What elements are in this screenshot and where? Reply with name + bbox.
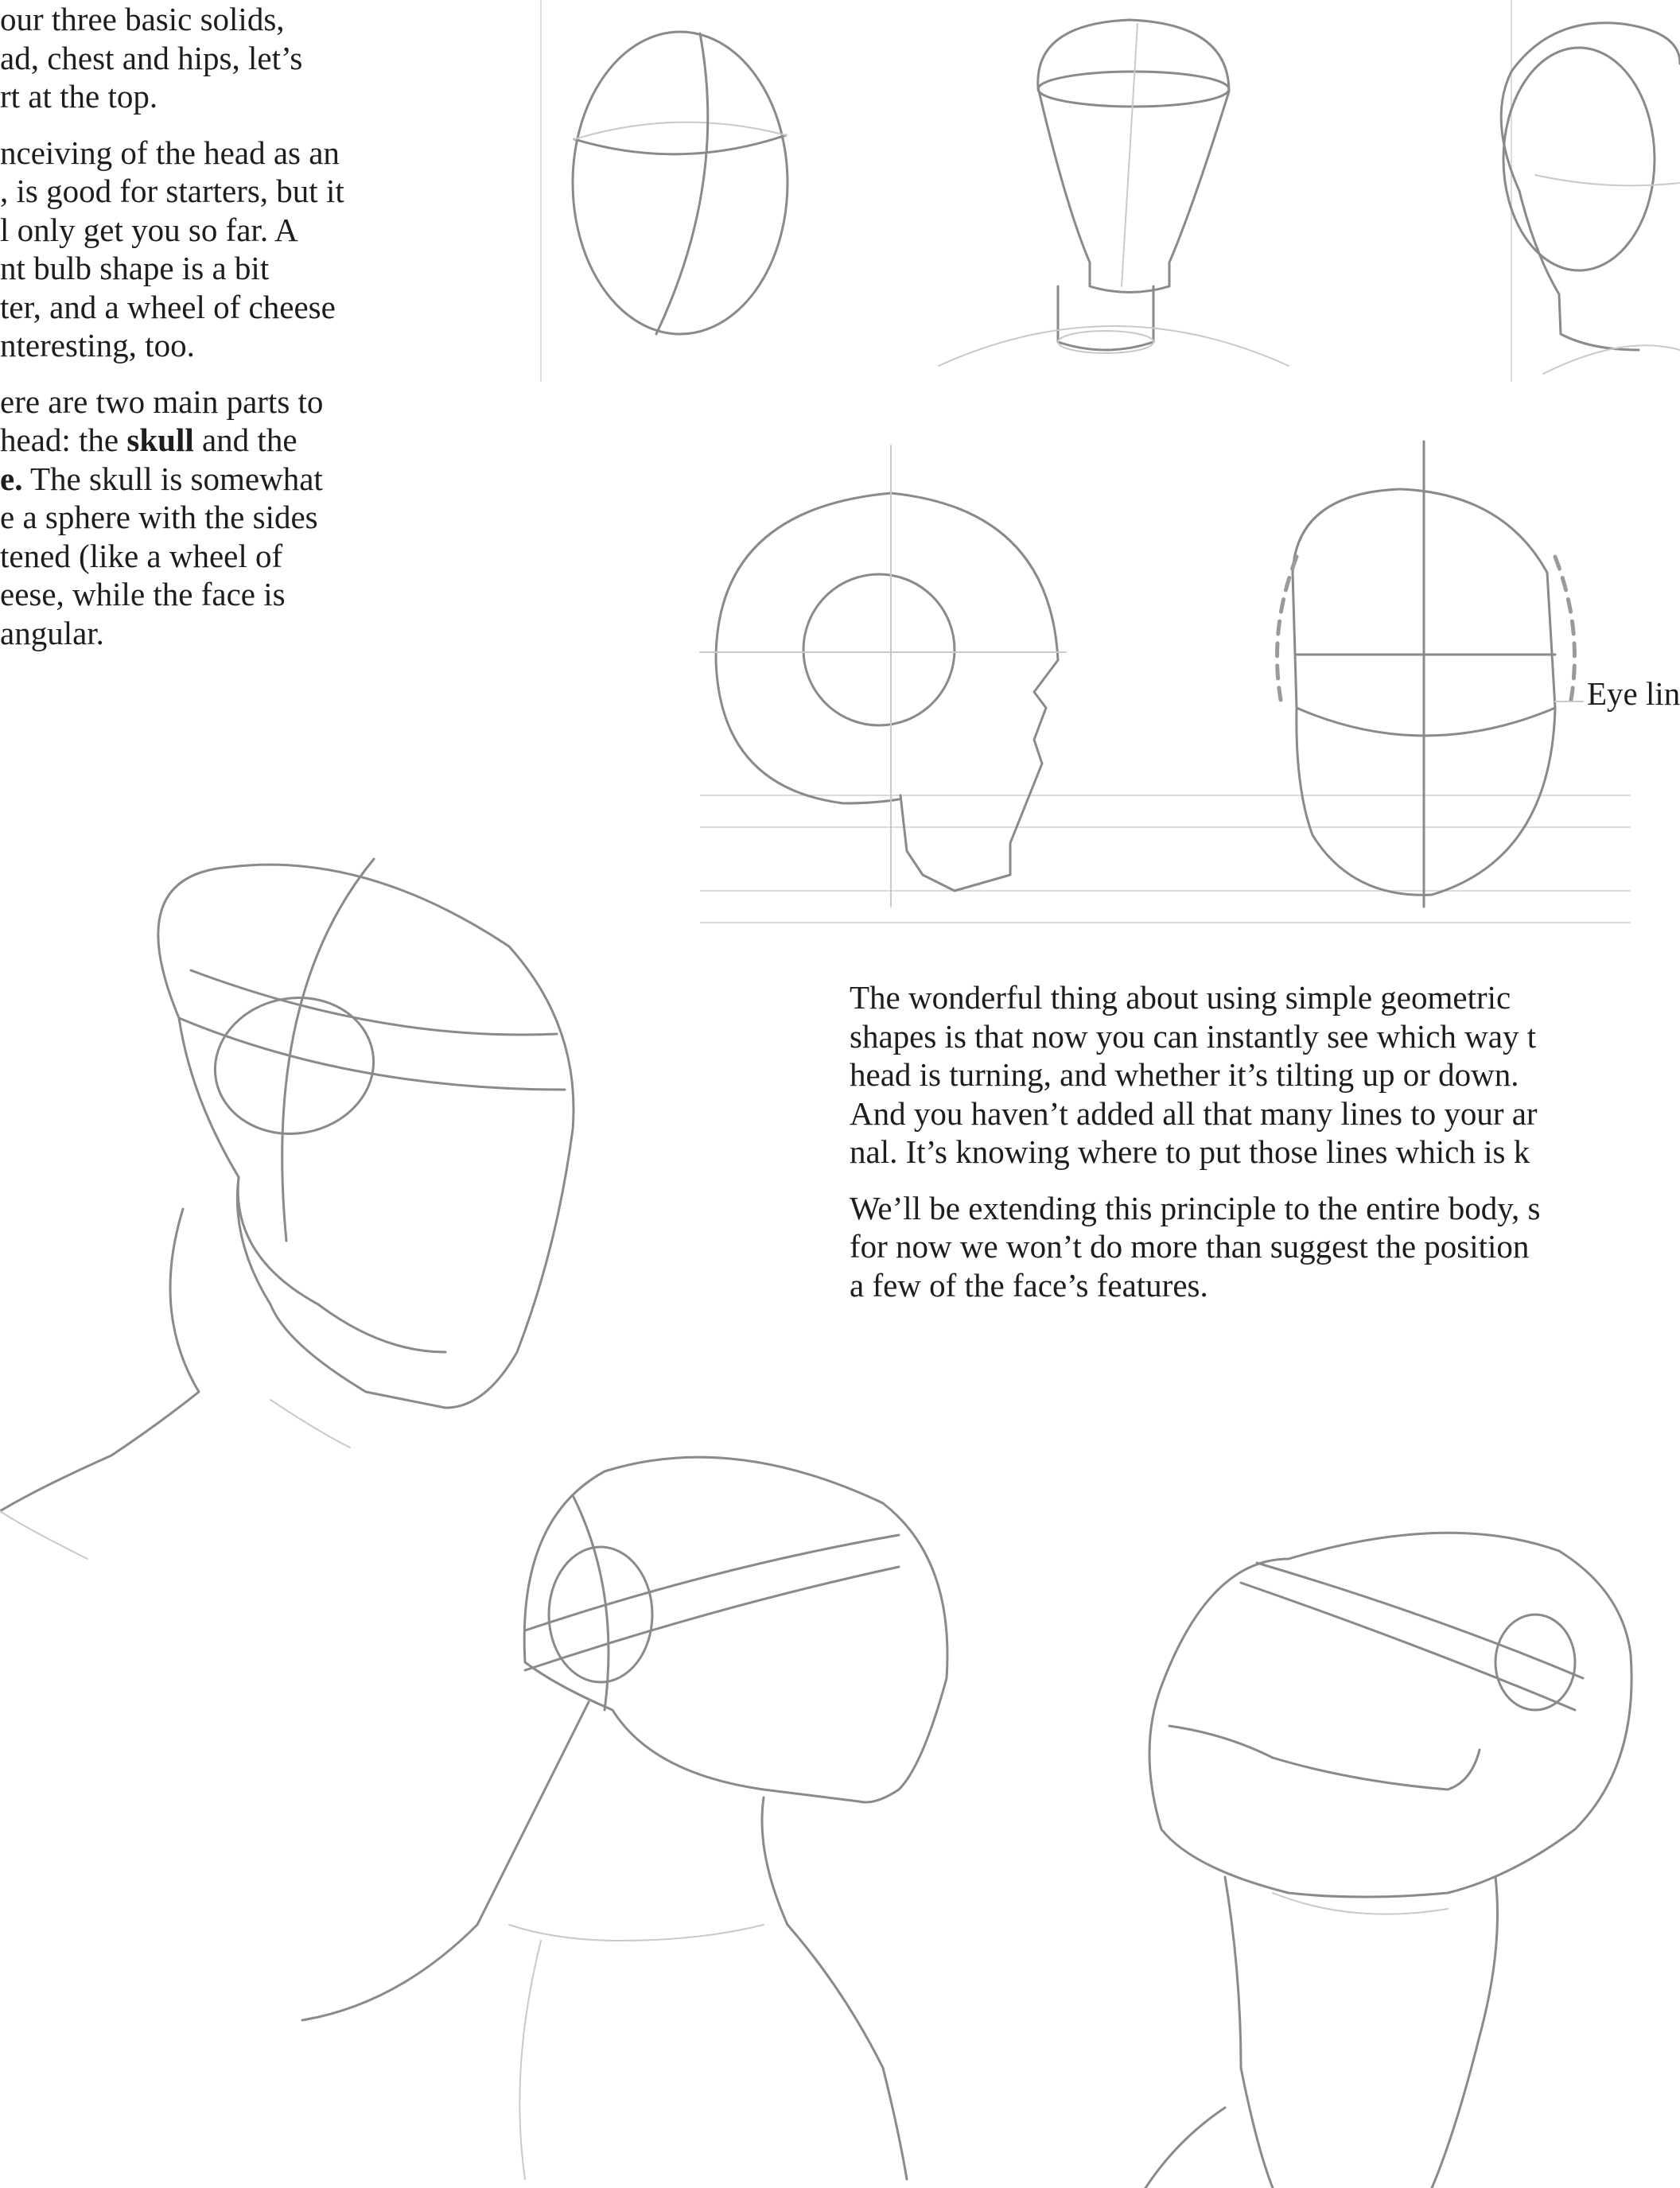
intro-text-column [0,0,445,670]
intro-paragraph-2: nceiving of the head as an , is good for starters, but it l only get you so far. A nt bulb shape is a bit ter, and a wheel of cheese nteresting, too. [0,134,344,363]
bottom-center-head-sketch [302,1457,947,2179]
intro-paragraph-3-part-c: The skull is somewhat e a sphere with the sides tened (like a wheel of eese, while the face is angular. [0,460,323,651]
egg-head-sketch [573,32,788,334]
intro-paragraph-3 [0,383,445,653]
bulb-head-sketch [939,20,1289,366]
side-view-head-sketch [700,445,1066,907]
large-turned-head-sketch [0,859,574,1559]
intro-paragraph-3-part-a: ere are two main parts to head: the [0,383,324,458]
body-paragraph-1: The wonderful thing about using simple geometric shapes is that now you can instantly see which way t head is turning, and whether it’s tilting up or down. And you haven’t added all that many lines to your ar nal. It’s knowing where to put those lines which is k [850,979,1538,1170]
background-guides [541,0,1631,923]
term-skull: skull [126,422,194,458]
cheese-head-sketch [1501,23,1680,374]
body-paragraph-2: We’ll be extending this principle to the entire body, s for now we won’t do more than suggest the position a few of the face’s features. [850,1189,1541,1304]
front-view-head-sketch [1278,441,1584,907]
term-face: e. [0,460,23,497]
upturned-head-sketch [1145,1533,1631,2188]
eye-line-label: Eye lin [1587,675,1680,712]
intro-paragraph-1: our three basic solids, ad, chest and hips, let’s rt at the top. [0,1,303,115]
intro-paragraph-3-part-b: and the [201,422,298,458]
body-text-block [850,978,1680,1322]
